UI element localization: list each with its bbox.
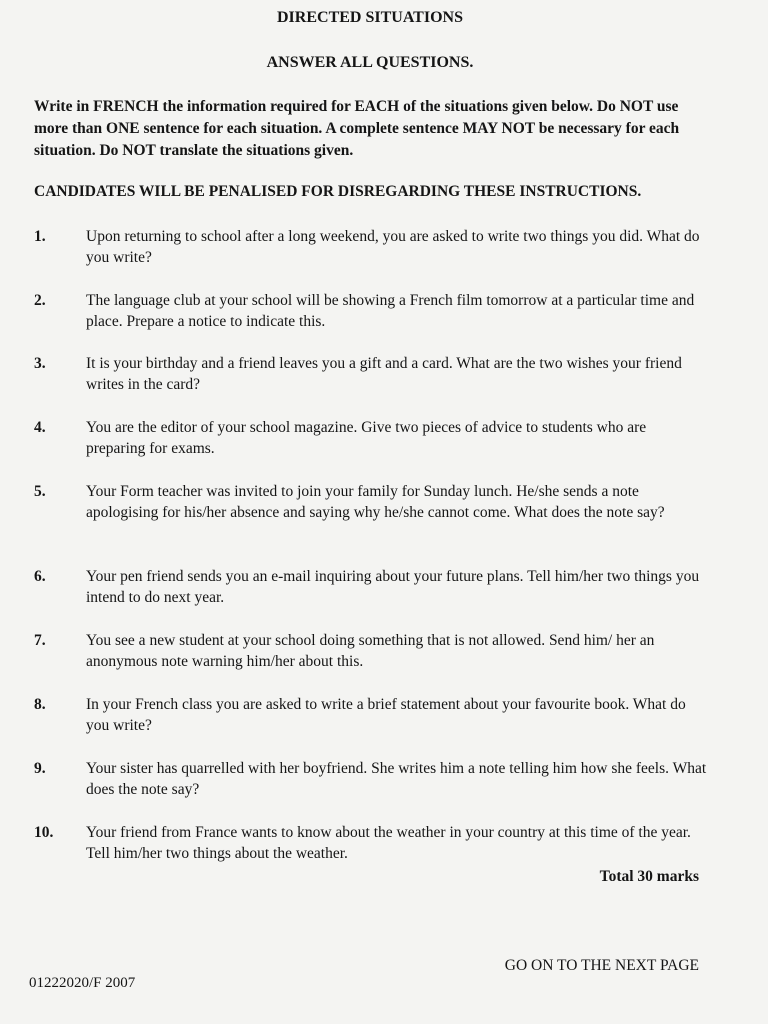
question-text: You are the editor of your school magazine. Give two pieces of advice to students who are preparing for exams.	[86, 419, 647, 457]
question-number: 6.	[34, 568, 46, 585]
paper-code: 01222020/F 2007	[29, 975, 136, 991]
question-text: You see a new student at your school doing something that is not allowed. Send him/ her an anonymous note warning him/her about this.	[86, 632, 655, 670]
question-number: 1.	[34, 228, 46, 245]
question-number: 5.	[34, 483, 46, 500]
next-page-note: GO ON TO THE NEXT PAGE	[504, 957, 699, 974]
question-number: 9.	[34, 760, 46, 777]
question-item	[30, 822, 720, 864]
question-text: Your pen friend sends you an e-mail inquiring about your future plans. Tell him/her two things you intend to do next year.	[86, 568, 700, 606]
question-text: Your Form teacher was invited to join your family for Sunday lunch. He/she sends a note apologising for his/her absence and saying why he/she cannot come. What does the note say?	[86, 483, 665, 521]
warning: CANDIDATES WILL BE PENALISED FOR DISREGARDING THESE INSTRUCTIONS.	[34, 183, 642, 200]
page-subtitle: ANSWER ALL QUESTIONS.	[266, 54, 474, 71]
question-item	[30, 566, 720, 608]
question-item	[30, 226, 720, 268]
question-text: Your sister has quarrelled with her boyfriend. She writes him a note telling him how she feels. What does the note say?	[86, 760, 707, 798]
total-marks: Total 30 marks	[599, 868, 699, 885]
question-number: 4.	[34, 419, 46, 436]
question-item	[30, 758, 720, 800]
question-item	[30, 290, 720, 332]
question-number: 7.	[34, 632, 46, 649]
question-number: 2.	[34, 292, 46, 309]
question-item	[30, 417, 720, 459]
question-text: It is your birthday and a friend leaves you a gift and a card. What are the two wishes your friend writes in the card?	[86, 355, 682, 393]
question-item	[30, 630, 720, 672]
question-item	[30, 694, 720, 736]
question-item	[30, 353, 720, 395]
question-number: 10.	[34, 824, 54, 841]
question-number: 3.	[34, 355, 46, 372]
question-text: Your friend from France wants to know about the weather in your country at this time of the year. Tell him/her two things about the weather.	[86, 824, 691, 862]
question-item	[30, 481, 720, 523]
instructions: Write in FRENCH the information required for EACH of the situations given below. Do NOT use more than ONE sentence for each situation. A complete sentence MAY NOT be necessary for each situation. Do NOT translate the situations given.	[34, 98, 680, 159]
question-text: The language club at your school will be showing a French film tomorrow at a particular time and place. Prepare a notice to indicate this.	[86, 292, 695, 330]
question-text: Upon returning to school after a long weekend, you are asked to write two things you did. What do you write?	[86, 228, 700, 266]
question-text: In your French class you are asked to write a brief statement about your favourite book. What do you write?	[86, 696, 686, 734]
question-number: 8.	[34, 696, 46, 713]
page-title: DIRECTED SITUATIONS	[277, 9, 463, 26]
